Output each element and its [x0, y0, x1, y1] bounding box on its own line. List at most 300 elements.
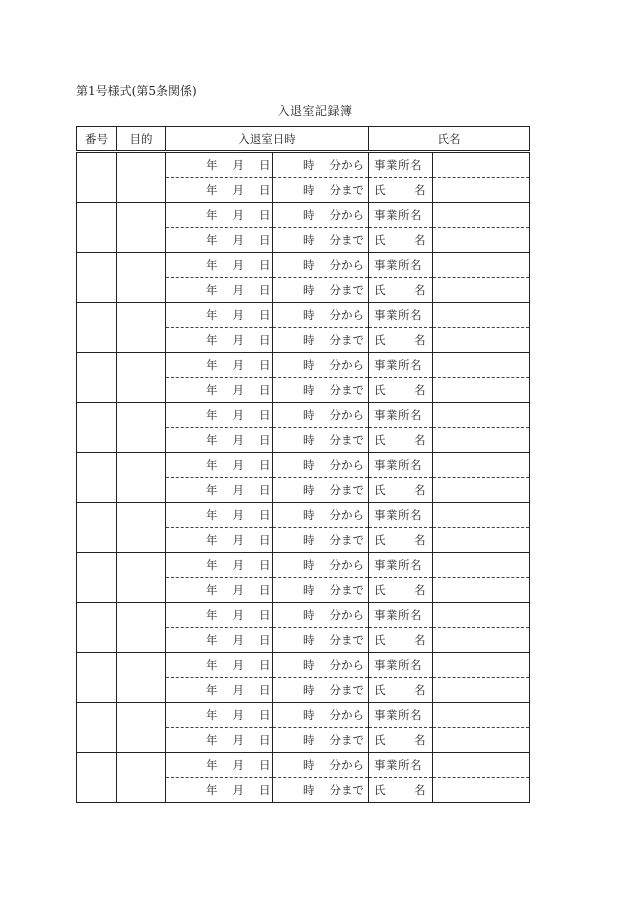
entry-time-from[interactable]	[273, 653, 369, 678]
entry-time-until[interactable]	[273, 228, 369, 253]
person-name-label-cell	[369, 478, 433, 503]
hour-label: 時	[303, 283, 315, 297]
day-label: 日	[259, 733, 271, 747]
entry-date-out[interactable]	[166, 178, 273, 203]
entry-purpose-cell[interactable]	[117, 703, 166, 753]
person-name-value[interactable]	[433, 578, 530, 603]
month-label: 月	[232, 783, 244, 797]
office-name-label: 事業所名	[374, 358, 422, 372]
month-label: 月	[232, 158, 244, 172]
year-label: 年	[206, 708, 218, 722]
entry-row-in	[77, 503, 530, 528]
person-name-label-first: 氏	[374, 383, 386, 397]
hour-label: 時	[303, 633, 315, 647]
entry-time-until[interactable]	[273, 528, 369, 553]
entry-time-until[interactable]	[273, 678, 369, 703]
entry-date-in[interactable]	[166, 503, 273, 528]
year-label: 年	[206, 783, 218, 797]
year-label: 年	[206, 408, 218, 422]
year-label: 年	[206, 508, 218, 522]
minutes-until-label: 分まで	[329, 233, 364, 247]
office-name-label-cell	[369, 753, 433, 778]
entry-number-cell[interactable]	[77, 303, 117, 353]
person-name-label	[374, 332, 426, 348]
hour-label: 時	[303, 608, 315, 622]
person-name-value[interactable]	[433, 478, 530, 503]
entry-date-out[interactable]	[166, 528, 273, 553]
minutes-until-label: 分まで	[329, 483, 364, 497]
entry-number-cell[interactable]	[77, 753, 117, 803]
entry-date-out[interactable]	[166, 328, 273, 353]
entry-time-from[interactable]	[273, 503, 369, 528]
day-label: 日	[259, 658, 271, 672]
minutes-from-label: 分から	[329, 408, 364, 422]
entry-row-in	[77, 303, 530, 328]
month-label: 月	[232, 383, 244, 397]
hour-label: 時	[303, 658, 315, 672]
office-name-label-cell	[369, 303, 433, 328]
entry-time-until[interactable]	[273, 328, 369, 353]
minutes-until-label: 分まで	[329, 383, 364, 397]
person-name-label	[374, 382, 426, 398]
person-name-label-cell	[369, 728, 433, 753]
entry-time-until[interactable]	[273, 428, 369, 453]
minutes-until-label: 分まで	[329, 733, 364, 747]
hour-label: 時	[303, 708, 315, 722]
entry-time-from[interactable]	[273, 403, 369, 428]
header-number: 番号	[77, 127, 117, 152]
year-label: 年	[206, 533, 218, 547]
office-name-value[interactable]	[433, 503, 530, 528]
day-label: 日	[259, 558, 271, 572]
office-name-value[interactable]	[433, 353, 530, 378]
entry-row-in	[77, 152, 530, 178]
year-label: 年	[206, 158, 218, 172]
hour-label: 時	[303, 408, 315, 422]
person-name-label	[374, 632, 426, 648]
entry-time-from[interactable]	[273, 553, 369, 578]
year-label: 年	[206, 233, 218, 247]
office-name-label-cell	[369, 703, 433, 728]
day-label: 日	[259, 533, 271, 547]
person-name-label-second: 名	[414, 483, 426, 497]
entry-purpose-cell[interactable]	[117, 503, 166, 553]
person-name-label-first: 氏	[374, 533, 386, 547]
office-name-value[interactable]	[433, 553, 530, 578]
entry-number-cell[interactable]	[77, 152, 117, 203]
hour-label: 時	[303, 483, 315, 497]
entry-time-from[interactable]	[273, 453, 369, 478]
office-name-label: 事業所名	[374, 608, 422, 622]
entry-date-in[interactable]	[166, 553, 273, 578]
office-name-label: 事業所名	[374, 558, 422, 572]
office-name-label-cell	[369, 353, 433, 378]
office-name-label-cell	[369, 553, 433, 578]
day-label: 日	[259, 208, 271, 222]
entry-purpose-cell[interactable]	[117, 203, 166, 253]
hour-label: 時	[303, 758, 315, 772]
person-name-label-first: 氏	[374, 483, 386, 497]
person-name-label	[374, 782, 426, 798]
entry-number-cell[interactable]	[77, 353, 117, 403]
person-name-label-first: 氏	[374, 433, 386, 447]
month-label: 月	[232, 633, 244, 647]
minutes-from-label: 分から	[329, 758, 364, 772]
office-name-value[interactable]	[433, 603, 530, 628]
hour-label: 時	[303, 308, 315, 322]
person-name-label-second: 名	[414, 233, 426, 247]
month-label: 月	[232, 508, 244, 522]
minutes-until-label: 分まで	[329, 583, 364, 597]
year-label: 年	[206, 633, 218, 647]
person-name-label-cell	[369, 578, 433, 603]
entry-time-until[interactable]	[273, 778, 369, 803]
minutes-from-label: 分から	[329, 658, 364, 672]
year-label: 年	[206, 433, 218, 447]
hour-label: 時	[303, 683, 315, 697]
entry-date-out[interactable]	[166, 778, 273, 803]
office-name-label-cell	[369, 653, 433, 678]
year-label: 年	[206, 258, 218, 272]
entry-date-in[interactable]	[166, 203, 273, 228]
minutes-until-label: 分まで	[329, 333, 364, 347]
month-label: 月	[232, 583, 244, 597]
person-name-label-cell	[369, 678, 433, 703]
hour-label: 時	[303, 433, 315, 447]
day-label: 日	[259, 483, 271, 497]
month-label: 月	[232, 608, 244, 622]
hour-label: 時	[303, 233, 315, 247]
entry-row-in	[77, 753, 530, 778]
entry-purpose-cell[interactable]	[117, 453, 166, 503]
year-label: 年	[206, 583, 218, 597]
minutes-until-label: 分まで	[329, 433, 364, 447]
entry-row-in	[77, 353, 530, 378]
minutes-until-label: 分まで	[329, 683, 364, 697]
entry-purpose-cell[interactable]	[117, 653, 166, 703]
person-name-value[interactable]	[433, 528, 530, 553]
person-name-label-second: 名	[414, 733, 426, 747]
entry-number-cell[interactable]	[77, 603, 117, 653]
office-name-label: 事業所名	[374, 308, 422, 322]
minutes-until-label: 分まで	[329, 183, 364, 197]
entry-time-until[interactable]	[273, 478, 369, 503]
person-name-value[interactable]	[433, 428, 530, 453]
year-label: 年	[206, 183, 218, 197]
hour-label: 時	[303, 558, 315, 572]
hour-label: 時	[303, 583, 315, 597]
month-label: 月	[232, 258, 244, 272]
month-label: 月	[232, 658, 244, 672]
hour-label: 時	[303, 458, 315, 472]
minutes-from-label: 分から	[329, 308, 364, 322]
year-label: 年	[206, 608, 218, 622]
header-name: 氏名	[369, 127, 530, 152]
entry-row-in	[77, 703, 530, 728]
entry-date-in[interactable]	[166, 152, 273, 178]
day-label: 日	[259, 683, 271, 697]
office-name-value[interactable]	[433, 703, 530, 728]
entry-date-out[interactable]	[166, 428, 273, 453]
entry-time-until[interactable]	[273, 178, 369, 203]
entry-date-in[interactable]	[166, 453, 273, 478]
entry-number-cell[interactable]	[77, 653, 117, 703]
person-name-label-cell	[369, 778, 433, 803]
entry-number-cell[interactable]	[77, 553, 117, 603]
office-name-label: 事業所名	[374, 258, 422, 272]
person-name-label-second: 名	[414, 533, 426, 547]
entry-time-until[interactable]	[273, 728, 369, 753]
entry-date-out[interactable]	[166, 728, 273, 753]
entry-number-cell[interactable]	[77, 453, 117, 503]
person-name-label-first: 氏	[374, 683, 386, 697]
minutes-until-label: 分まで	[329, 533, 364, 547]
person-name-label	[374, 532, 426, 548]
entry-row-in	[77, 603, 530, 628]
entry-purpose-cell[interactable]	[117, 403, 166, 453]
office-name-label: 事業所名	[374, 758, 422, 772]
entry-purpose-cell[interactable]	[117, 253, 166, 303]
person-name-value[interactable]	[433, 678, 530, 703]
day-label: 日	[259, 758, 271, 772]
office-name-label-cell	[369, 253, 433, 278]
person-name-label-first: 氏	[374, 783, 386, 797]
month-label: 月	[232, 708, 244, 722]
person-name-label-cell	[369, 228, 433, 253]
entry-time-until[interactable]	[273, 628, 369, 653]
person-name-label	[374, 482, 426, 498]
person-name-value[interactable]	[433, 278, 530, 303]
entry-date-in[interactable]	[166, 603, 273, 628]
office-name-label: 事業所名	[374, 658, 422, 672]
day-label: 日	[259, 583, 271, 597]
entry-row-in	[77, 553, 530, 578]
person-name-label-cell	[369, 378, 433, 403]
person-name-label-cell	[369, 528, 433, 553]
office-name-label: 事業所名	[374, 208, 422, 222]
entry-purpose-cell[interactable]	[117, 353, 166, 403]
person-name-value[interactable]	[433, 328, 530, 353]
office-name-value[interactable]	[433, 152, 530, 178]
entry-row-in	[77, 403, 530, 428]
person-name-value[interactable]	[433, 628, 530, 653]
day-label: 日	[259, 608, 271, 622]
header-row	[77, 127, 530, 152]
day-label: 日	[259, 233, 271, 247]
person-name-value[interactable]	[433, 778, 530, 803]
month-label: 月	[232, 283, 244, 297]
month-label: 月	[232, 533, 244, 547]
person-name-label-first: 氏	[374, 583, 386, 597]
entry-date-in[interactable]	[166, 403, 273, 428]
entry-time-from[interactable]	[273, 203, 369, 228]
entry-time-from[interactable]	[273, 353, 369, 378]
day-label: 日	[259, 783, 271, 797]
day-label: 日	[259, 258, 271, 272]
year-label: 年	[206, 758, 218, 772]
person-name-value[interactable]	[433, 378, 530, 403]
entry-purpose-cell[interactable]	[117, 553, 166, 603]
entry-date-in[interactable]	[166, 353, 273, 378]
entry-date-in[interactable]	[166, 653, 273, 678]
office-name-value[interactable]	[433, 653, 530, 678]
office-name-value[interactable]	[433, 453, 530, 478]
minutes-from-label: 分から	[329, 158, 364, 172]
entry-date-out[interactable]	[166, 678, 273, 703]
header-datetime: 入退室日時	[166, 127, 369, 152]
minutes-from-label: 分から	[329, 258, 364, 272]
office-name-label: 事業所名	[374, 708, 422, 722]
entry-number-cell[interactable]	[77, 703, 117, 753]
office-name-label: 事業所名	[374, 158, 422, 172]
person-name-label	[374, 682, 426, 698]
day-label: 日	[259, 358, 271, 372]
entry-time-from[interactable]	[273, 703, 369, 728]
office-name-label: 事業所名	[374, 508, 422, 522]
minutes-from-label: 分から	[329, 358, 364, 372]
person-name-value[interactable]	[433, 228, 530, 253]
entry-time-until[interactable]	[273, 278, 369, 303]
day-label: 日	[259, 433, 271, 447]
person-name-label-second: 名	[414, 433, 426, 447]
entry-time-until[interactable]	[273, 578, 369, 603]
hour-label: 時	[303, 258, 315, 272]
person-name-label	[374, 182, 426, 198]
entry-time-from[interactable]	[273, 753, 369, 778]
office-name-label-cell	[369, 453, 433, 478]
entry-date-out[interactable]	[166, 278, 273, 303]
year-label: 年	[206, 358, 218, 372]
entry-date-out[interactable]	[166, 628, 273, 653]
form-number-label: 第1号様式(第5条関係)	[76, 84, 197, 98]
month-label: 月	[232, 408, 244, 422]
hour-label: 時	[303, 208, 315, 222]
person-name-label-second: 名	[414, 383, 426, 397]
month-label: 月	[232, 483, 244, 497]
entry-purpose-cell[interactable]	[117, 303, 166, 353]
hour-label: 時	[303, 158, 315, 172]
year-label: 年	[206, 558, 218, 572]
entry-date-in[interactable]	[166, 253, 273, 278]
office-name-value[interactable]	[433, 303, 530, 328]
entry-number-cell[interactable]	[77, 203, 117, 253]
entry-time-from[interactable]	[273, 603, 369, 628]
minutes-from-label: 分から	[329, 508, 364, 522]
person-name-label-cell	[369, 428, 433, 453]
entry-date-out[interactable]	[166, 478, 273, 503]
entry-purpose-cell[interactable]	[117, 603, 166, 653]
month-label: 月	[232, 333, 244, 347]
person-name-label-second: 名	[414, 283, 426, 297]
person-name-label-second: 名	[414, 783, 426, 797]
hour-label: 時	[303, 183, 315, 197]
person-name-label-first: 氏	[374, 633, 386, 647]
entry-number-cell[interactable]	[77, 403, 117, 453]
office-name-label-cell	[369, 152, 433, 178]
minutes-from-label: 分から	[329, 208, 364, 222]
minutes-from-label: 分から	[329, 708, 364, 722]
entry-purpose-cell[interactable]	[117, 753, 166, 803]
office-name-value[interactable]	[433, 753, 530, 778]
day-label: 日	[259, 508, 271, 522]
entry-time-from[interactable]	[273, 152, 369, 178]
office-name-label-cell	[369, 403, 433, 428]
entry-date-out[interactable]	[166, 578, 273, 603]
entry-time-from[interactable]	[273, 303, 369, 328]
office-name-value[interactable]	[433, 253, 530, 278]
office-name-value[interactable]	[433, 403, 530, 428]
hour-label: 時	[303, 533, 315, 547]
entry-number-cell[interactable]	[77, 253, 117, 303]
person-name-label-first: 氏	[374, 233, 386, 247]
person-name-label-second: 名	[414, 683, 426, 697]
entry-date-out[interactable]	[166, 228, 273, 253]
person-name-label-cell	[369, 328, 433, 353]
person-name-label	[374, 732, 426, 748]
month-label: 月	[232, 558, 244, 572]
year-label: 年	[206, 733, 218, 747]
year-label: 年	[206, 458, 218, 472]
header-purpose: 目的	[117, 127, 166, 152]
entry-time-until[interactable]	[273, 378, 369, 403]
year-label: 年	[206, 208, 218, 222]
day-label: 日	[259, 458, 271, 472]
hour-label: 時	[303, 783, 315, 797]
entry-number-cell[interactable]	[77, 503, 117, 553]
day-label: 日	[259, 183, 271, 197]
office-name-label-cell	[369, 503, 433, 528]
register-body	[77, 152, 530, 803]
month-label: 月	[232, 308, 244, 322]
day-label: 日	[259, 308, 271, 322]
minutes-until-label: 分まで	[329, 633, 364, 647]
minutes-until-label: 分まで	[329, 283, 364, 297]
hour-label: 時	[303, 383, 315, 397]
minutes-until-label: 分まで	[329, 783, 364, 797]
person-name-label-first: 氏	[374, 333, 386, 347]
entry-date-in[interactable]	[166, 703, 273, 728]
day-label: 日	[259, 708, 271, 722]
person-name-value[interactable]	[433, 178, 530, 203]
person-name-label-cell	[369, 628, 433, 653]
month-label: 月	[232, 208, 244, 222]
day-label: 日	[259, 283, 271, 297]
person-name-label-first: 氏	[374, 183, 386, 197]
month-label: 月	[232, 358, 244, 372]
person-name-label-second: 名	[414, 333, 426, 347]
person-name-value[interactable]	[433, 728, 530, 753]
month-label: 月	[232, 733, 244, 747]
year-label: 年	[206, 658, 218, 672]
person-name-label	[374, 282, 426, 298]
entry-purpose-cell[interactable]	[117, 152, 166, 203]
entry-date-in[interactable]	[166, 753, 273, 778]
entry-date-out[interactable]	[166, 378, 273, 403]
person-name-label	[374, 432, 426, 448]
hour-label: 時	[303, 358, 315, 372]
entry-exit-register-table	[76, 126, 530, 803]
person-name-label-cell	[369, 178, 433, 203]
entry-date-in[interactable]	[166, 303, 273, 328]
office-name-value[interactable]	[433, 203, 530, 228]
month-label: 月	[232, 183, 244, 197]
minutes-from-label: 分から	[329, 608, 364, 622]
entry-row-in	[77, 653, 530, 678]
hour-label: 時	[303, 333, 315, 347]
office-name-label-cell	[369, 603, 433, 628]
entry-time-from[interactable]	[273, 253, 369, 278]
document-title: 入退室記録簿	[277, 104, 353, 118]
